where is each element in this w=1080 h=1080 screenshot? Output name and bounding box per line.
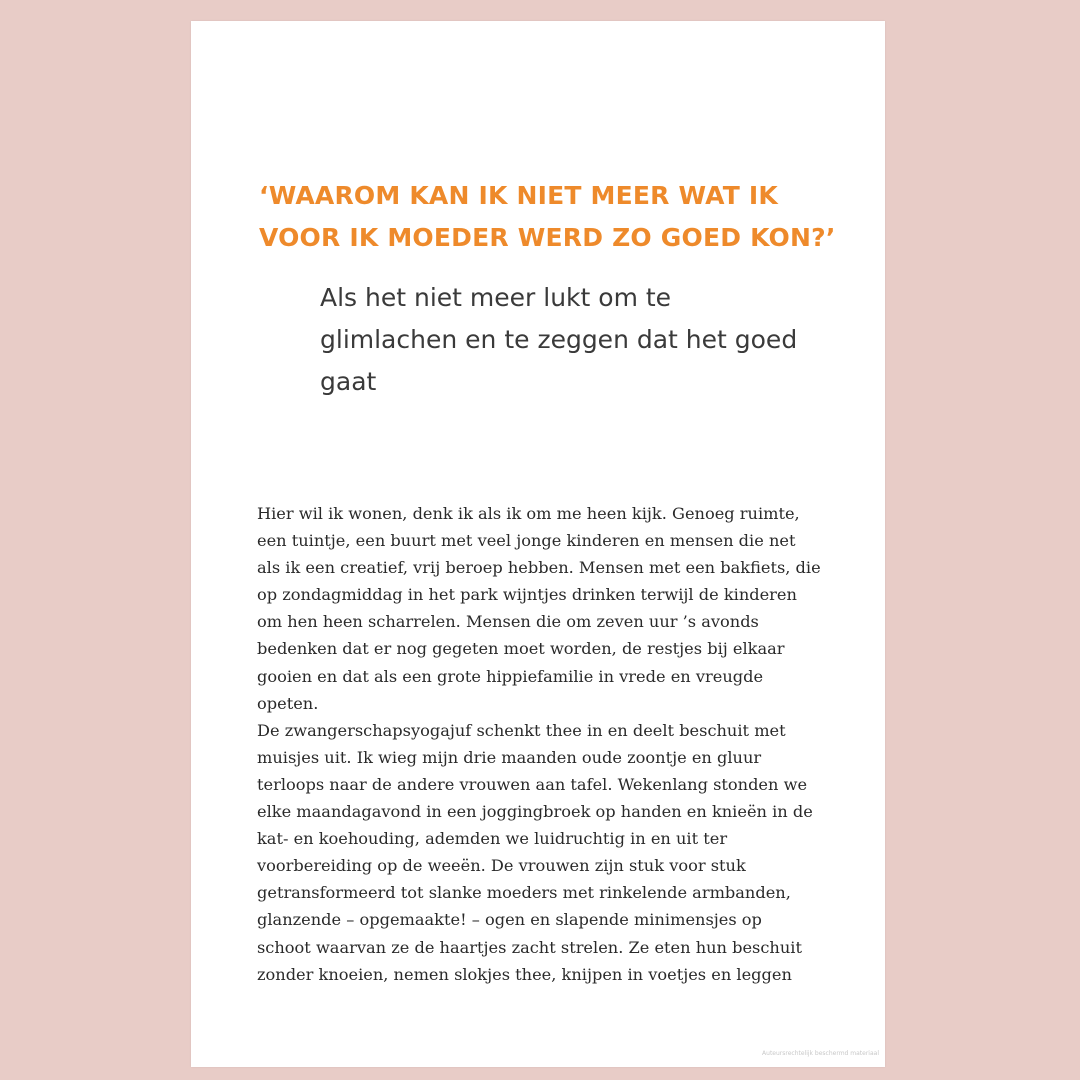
body-line: schoot waarvan ze de haartjes zacht strelen. Ze eten hun beschuit [257,937,802,957]
body-line: bedenken dat er nog gegeten moet worden, de restjes bij elkaar [257,639,785,659]
body-line: voorbereiding op de weeën. De vrouwen zijn stuk voor stuk [257,856,746,876]
chapter-title [259,175,859,259]
chapter-title-line-1: ‘WAAROM KAN IK NIET MEER WAT IK [259,181,778,210]
body-line: om hen heen scharrelen. Mensen die om zeven uur ’s avonds [257,612,759,632]
body-line: De zwangerschapsyogajuf schenkt thee in en deelt beschuit met [257,720,786,740]
body-line: een tuintje, een buurt met veel jonge kinderen en mensen die net [257,531,796,551]
body-line: gooien en dat als een grote hippiefamilie in vrede en vreugde [257,666,764,686]
body-line: glanzende – opgemaakte! – ogen en slapende minimensjes op [257,910,762,930]
body-line: als ik een creatief, vrij beroep hebben. Mensen met een bakfiets, die [257,558,821,578]
body-line: muisjes uit. Ik wieg mijn drie maanden oude zoontje en gluur [257,747,762,767]
body-line: opeten. [257,693,319,713]
body-line: op zondagmiddag in het park wijntjes drinken terwijl de kinderen [257,585,797,605]
body-line: elke maandagavond in een joggingbroek op handen en knieën in de [257,802,813,822]
chapter-subtitle-line-2: glimlachen en te zeggen dat het goed [320,325,798,354]
copyright-watermark: Auteursrechtelijk beschermd materiaal [762,1050,879,1057]
body-text [257,500,837,988]
chapter-title-line-2: VOOR IK MOEDER WERD ZO GOED KON?’ [259,223,836,252]
body-line: Hier wil ik wonen, denk ik als ik om me heen kijk. Genoeg ruimte, [257,504,800,523]
chapter-subtitle [320,277,840,403]
book-page [191,21,885,1067]
body-line: terloops naar de andere vrouwen aan tafel. Wekenlang stonden we [257,774,808,794]
chapter-subtitle-line-3: gaat [320,367,377,396]
chapter-subtitle-line-1: Als het niet meer lukt om te [320,283,672,312]
body-line: getransformeerd tot slanke moeders met rinkelende armbanden, [257,883,791,903]
body-line: zonder knoeien, nemen slokjes thee, knijpen in voetjes en leggen [257,964,792,984]
body-line: kat- en koehouding, ademden we luidruchtig in en uit ter [257,829,728,849]
